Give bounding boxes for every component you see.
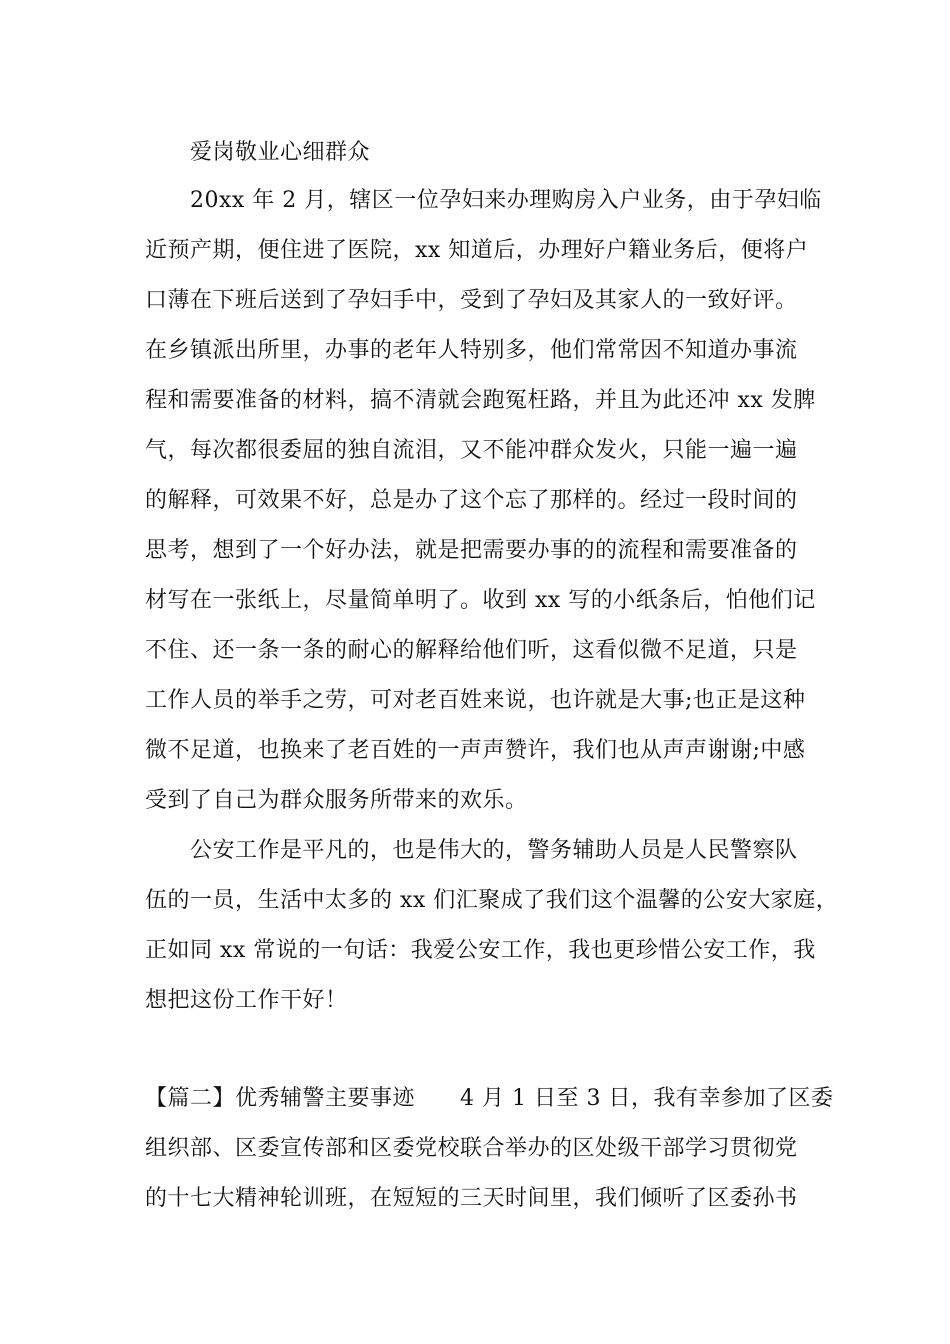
paragraph-3-line-2: 组织部、区委宣传部和区委党校联合举办的区处级干部学习贯彻党 — [145, 1136, 798, 1161]
paragraph-1-line-4: 在乡镇派出所里，办事的老年人特别多，他们常常因不知道办事流 — [145, 338, 798, 363]
section-heading: 爱岗敬业心细群众 — [190, 140, 371, 165]
paragraph-1-line-6: 气，每次都很委屈的独自流泪，又不能冲群众发火，只能一遍一遍 — [145, 438, 798, 463]
paragraph-2-line-4: 想把这份工作干好！ — [145, 988, 348, 1013]
paragraph-1-line-13: 受到了自己为群众服务所带来的欢乐。 — [145, 788, 528, 813]
paragraph-1-line-5: 程和需要准备的材料，搞不清就会跑冤枉路，并且为此还冲 xx 发脾 — [145, 388, 816, 413]
paragraph-1-line-7: 的解释，可效果不好，总是办了这个忘了那样的。经过一段时间的 — [145, 488, 798, 513]
paragraph-1-line-2: 近预产期，便住进了医院，xx 知道后，办理好户籍业务后，便将户 — [145, 238, 809, 263]
paragraph-3-line-3: 的十七大精神轮训班，在短短的三天时间里，我们倾听了区委孙书 — [145, 1186, 798, 1211]
paragraph-1-line-8: 思考，想到了一个好办法，就是把需要办事的的流程和需要准备的 — [145, 538, 798, 563]
paragraph-1-line-1: 20xx 年 2 月，辖区一位孕妇来办理购房入户业务，由于孕妇临 — [190, 188, 822, 213]
paragraph-1-line-3: 口薄在下班后送到了孕妇手中，受到了孕妇及其家人的一致好评。 — [145, 288, 798, 313]
paragraph-1-line-9: 材写在一张纸上，尽量简单明了。收到 xx 写的小纸条后，怕他们记 — [145, 588, 816, 613]
paragraph-3-line-1: 【篇二】优秀辅警主要事迹 4 月 1 日至 3 日，我有幸参加了区委 — [145, 1086, 834, 1111]
paragraph-2-line-2: 伍的一员，生活中太多的 xx 们汇聚成了我们这个温馨的公安大家庭， — [145, 888, 839, 913]
paragraph-1-line-11: 工作人员的举手之劳，可对老百姓来说，也许就是大事;也正是这种 — [145, 688, 806, 713]
paragraph-2-line-3: 正如同 xx 常说的一句话：我爱公安工作，我也更珍惜公安工作，我 — [145, 938, 816, 963]
paragraph-1-line-12: 微不足道，也换来了老百姓的一声声赞许，我们也从声声谢谢;中感 — [145, 738, 806, 763]
paragraph-2-line-1: 公安工作是平凡的，也是伟大的，警务辅助人员是人民警察队 — [190, 838, 798, 863]
paragraph-1-line-10: 不住、还一条一条的耐心的解释给他们听，这看似微不足道，只是 — [145, 638, 798, 663]
